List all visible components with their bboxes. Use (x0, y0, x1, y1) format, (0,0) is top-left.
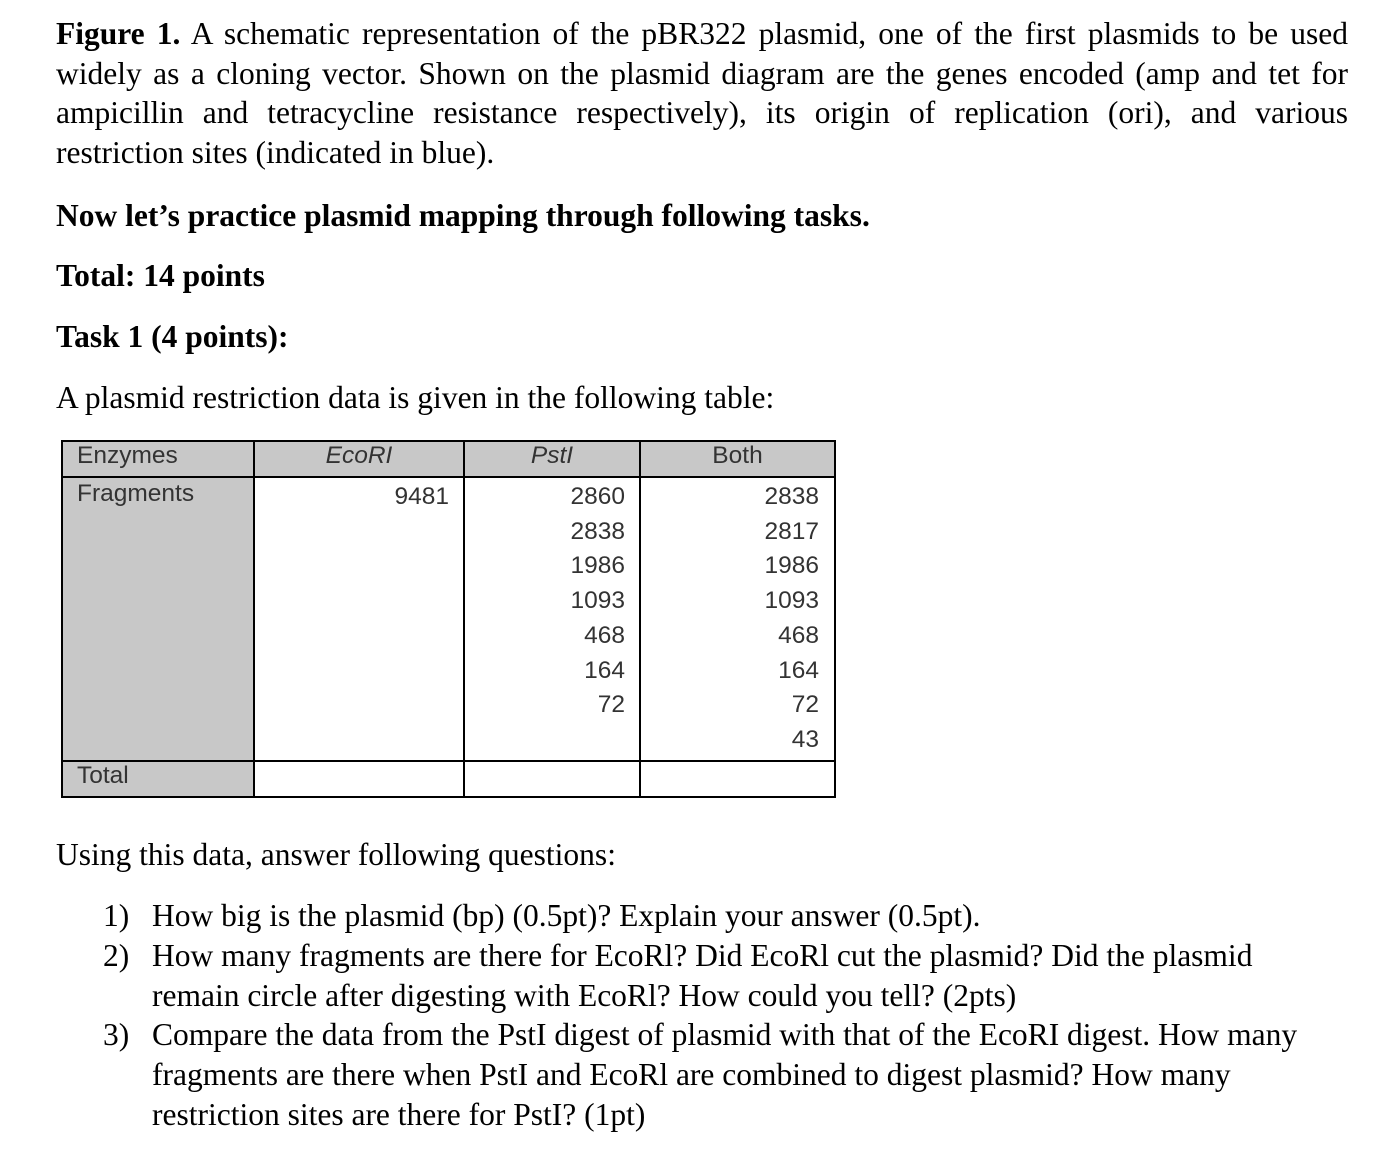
restriction-data-table (61, 440, 836, 798)
header-ecori: EcoRI (254, 441, 464, 477)
fragment-value: 2838 (570, 517, 625, 545)
questions-list (103, 896, 1343, 1135)
question-3 (103, 1015, 1343, 1134)
header-enzymes: Enzymes (62, 441, 254, 477)
ecori-cell (254, 477, 464, 761)
both-total-cell (640, 761, 835, 797)
psti-total-cell (464, 761, 640, 797)
header-both: Both (640, 441, 835, 477)
fragment-value: 43 (791, 725, 819, 753)
question-number: 3) (103, 1017, 130, 1053)
question-2 (103, 936, 1343, 1016)
fragment-value: 164 (584, 656, 625, 684)
fragment-value: 2860 (570, 483, 625, 510)
table-intro: A plasmid restriction data is given in the following table: (56, 380, 775, 415)
fragment-value: 1986 (764, 552, 819, 580)
task-heading: Task 1 (4 points): (56, 319, 289, 354)
fragment-value: 72 (791, 691, 819, 719)
fragment-value: 2838 (764, 483, 819, 510)
ecori-fragments (255, 478, 463, 515)
total-label: Total (62, 761, 254, 797)
total-row (62, 761, 835, 797)
fragment-value: 468 (778, 621, 819, 649)
question-text: How big is the plasmid (bp) (0.5pt)? Explain your answer (0.5pt). (152, 898, 981, 933)
psti-cell (464, 477, 640, 761)
question-text: How many fragments are there for EcoRl? Did EcoRl cut the plasmid? Did the plasmid remain circle after digesting with EcoRl? How could you tell? (2pts) (152, 937, 1253, 1013)
practice-heading: Now let’s practice plasmid mapping through following tasks. (56, 198, 870, 233)
fragment-value: 164 (778, 656, 819, 684)
fragments-row (62, 477, 835, 761)
both-cell (640, 477, 835, 761)
psti-fragments (465, 478, 639, 723)
question-text: Compare the data from the PstI digest of plasmid with that of the EcoRI digest. How many fragments are there when PstI and EcoRl are combined to digest plasmid? How many restriction sites are there for PstI? (1pt) (152, 1017, 1298, 1132)
figure-caption (56, 14, 1348, 172)
question-number: 2) (103, 937, 130, 973)
question-1 (103, 896, 1343, 936)
fragment-value: 9481 (394, 483, 449, 510)
questions-intro: Using this data, answer following questions: (56, 837, 616, 872)
figure-caption-text: A schematic representation of the pBR322 plasmid, one of the first plasmids to be used widely as a cloning vector. Shown on the plasmid diagram are the genes encoded (amp and tet for ampicillin and tetracycline resistance respectively), its origin of replication (ori), and various restriction sites (indicated in blue). (56, 16, 1349, 170)
question-number: 1) (103, 898, 130, 933)
both-fragments (641, 478, 834, 758)
table-header-row (62, 441, 835, 477)
ecori-total-cell (254, 761, 464, 797)
fragment-value: 468 (584, 621, 625, 649)
header-psti: PstI (464, 441, 640, 477)
fragment-value: 1093 (570, 587, 625, 615)
figure-label: Figure 1. (56, 16, 181, 51)
total-points: Total: 14 points (56, 258, 265, 293)
fragment-value: 1093 (764, 587, 819, 615)
fragment-value: 1986 (570, 552, 625, 580)
fragment-value: 2817 (764, 517, 819, 545)
fragments-label: Fragments (62, 477, 254, 761)
fragment-value: 72 (597, 691, 625, 719)
